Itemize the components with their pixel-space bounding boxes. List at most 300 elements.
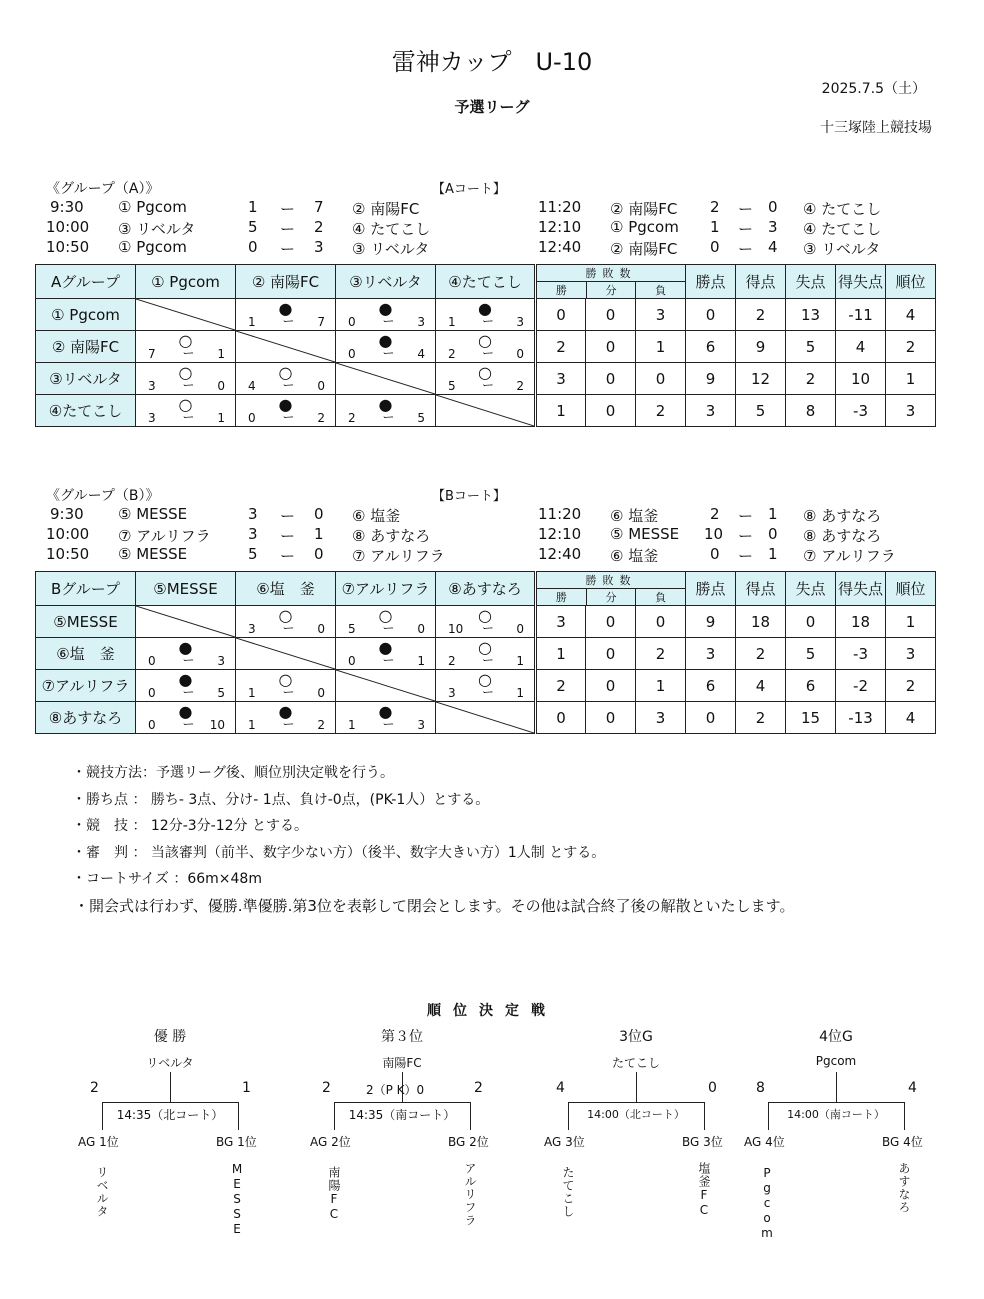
team-row [36, 299, 936, 331]
wdl-subheader [537, 588, 685, 605]
court-label: 【Aコート】 [432, 182, 506, 197]
bracket-winner: たてこし [611, 1056, 660, 1070]
result-cell [236, 299, 336, 331]
loss-mark: ● [178, 670, 193, 689]
match-time: 11:20 [538, 198, 582, 216]
wins-cell: 1 [536, 638, 586, 670]
match-time: 10:50 [46, 545, 90, 563]
match-dash: ー [738, 527, 754, 545]
goals-against-cell: 6 [786, 670, 836, 702]
score-opp: 1 [516, 686, 524, 700]
match-away: ④ たてこし [352, 220, 431, 238]
bracket-right-score: 1 [242, 1080, 251, 1096]
bracket-right-team: 塩釜FC [697, 1162, 711, 1218]
team-row [36, 395, 936, 427]
score-own: 0 [148, 718, 156, 732]
loss-mark: ● [178, 702, 193, 721]
rank-header: 順位 [886, 265, 936, 299]
score-opp: 1 [217, 347, 225, 361]
match-home-score: 0 [710, 545, 720, 563]
goal-diff-cell: -3 [836, 638, 886, 670]
score-dash: ー [382, 717, 395, 731]
gd-header: 得失点 [836, 572, 886, 606]
points-cell: 3 [686, 638, 736, 670]
win-mark: ○ [178, 395, 193, 414]
wins-cell: 1 [536, 395, 586, 427]
score-opp: 4 [417, 347, 425, 361]
loss-mark: ● [278, 395, 293, 414]
goals-against-cell: 0 [786, 606, 836, 638]
group-header-cell: Bグループ [36, 572, 136, 606]
match-dash: ー [280, 240, 296, 258]
gf-header: 得点 [736, 572, 786, 606]
losses-cell: 0 [636, 606, 686, 638]
rank-cell: 4 [886, 702, 936, 734]
score-dash: ー [182, 346, 195, 360]
bracket-left-score: 2 [322, 1080, 331, 1096]
score-own: 1 [248, 718, 256, 732]
bracket-winner: リベルタ [146, 1056, 194, 1070]
note-line: ・審 判 ： 当該審判（前半、数字少ない方）（後半、数字大きい方）1人制 とする。 [72, 844, 606, 861]
match-dash: ー [280, 220, 296, 238]
result-cell [136, 670, 236, 702]
wdl-title: 勝敗数 [585, 574, 637, 587]
result-cell [436, 299, 536, 331]
score-own: 3 [148, 411, 156, 425]
score-own: 5 [448, 379, 456, 393]
score-dash: ー [282, 685, 295, 699]
diagonal-stroke [336, 363, 435, 394]
score-opp: 0 [516, 347, 524, 361]
bracket-bar [768, 1102, 904, 1103]
win-mark: ○ [178, 331, 193, 350]
match-away-score: 2 [314, 218, 324, 236]
section-subtitle: 予選リーグ [454, 98, 530, 116]
result-box [236, 363, 335, 394]
event-date: 2025.7.5（土） [821, 81, 926, 97]
match-time: 12:10 [538, 525, 582, 543]
win-mark: ○ [178, 363, 193, 382]
match-away-score: 0 [768, 198, 778, 216]
match-away: ⑧ あすなろ [352, 527, 431, 545]
result-cell [136, 331, 236, 363]
score-dash: ー [482, 346, 495, 360]
goals-for-cell: 12 [736, 363, 786, 395]
rank-cell: 2 [886, 670, 936, 702]
wdl-title: 勝敗数 [585, 267, 637, 280]
diagonal-line [436, 395, 534, 426]
standings-table [35, 264, 936, 427]
draws-cell: 0 [586, 395, 636, 427]
result-box [436, 331, 534, 362]
bracket-left-leg [102, 1102, 103, 1130]
draws-cell: 0 [586, 670, 636, 702]
result-box [436, 702, 534, 733]
loss-mark: ● [178, 638, 193, 657]
match-away-score: 7 [314, 198, 324, 216]
score-own: 2 [348, 411, 356, 425]
diagonal-line [336, 363, 435, 394]
score-opp: 2 [516, 379, 524, 393]
team-row [36, 331, 936, 363]
score-own: 0 [348, 654, 356, 668]
score-own: 0 [148, 686, 156, 700]
points-cell: 6 [686, 331, 736, 363]
score-dash: ー [182, 685, 195, 699]
bracket-winner: Pgcom [815, 1054, 857, 1068]
bracket-left-team: 南陽FC [327, 1166, 341, 1222]
points-cell: 6 [686, 670, 736, 702]
diagonal-stroke [436, 395, 534, 426]
wins-cell: 0 [536, 702, 586, 734]
score-opp: 2 [317, 411, 325, 425]
page-title: 雷神カップ U-10 [391, 48, 593, 76]
ga-header: 失点 [786, 265, 836, 299]
team-row [36, 702, 936, 734]
score-own: 5 [348, 622, 356, 636]
match-dash: ー [738, 507, 754, 525]
match-away-score: 0 [314, 505, 324, 523]
match-dash: ー [738, 547, 754, 565]
bracket-heading: 第３位 [381, 1029, 423, 1045]
score-opp: 0 [516, 622, 524, 636]
rank-cell: 1 [886, 363, 936, 395]
match-away: ⑥ 塩釜 [352, 507, 401, 525]
bracket-left-score: 8 [756, 1080, 765, 1096]
score-own: 1 [248, 686, 256, 700]
bracket-right-slot: BG 2位 [448, 1135, 489, 1149]
goal-diff-cell: -2 [836, 670, 886, 702]
group-header-cell: Aグループ [36, 265, 136, 299]
team-column-header: ⑦アルリフラ [336, 572, 436, 606]
win-mark: ○ [278, 670, 293, 689]
match-away: ② 南陽FC [352, 200, 420, 218]
score-dash: ー [182, 378, 195, 392]
goal-diff-cell: 18 [836, 606, 886, 638]
diagonal-stroke [236, 638, 335, 669]
bracket-left-team: リベルタ [95, 1166, 109, 1218]
wins-cell: 3 [536, 363, 586, 395]
result-box [136, 363, 235, 394]
diagonal-line [236, 331, 335, 362]
result-box [136, 331, 235, 362]
match-time: 10:00 [46, 218, 90, 236]
team-column-header: ③リベルタ [336, 265, 436, 299]
match-home: ⑤ MESSE [118, 545, 188, 563]
score-opp: 3 [516, 315, 524, 329]
match-dash: ー [738, 200, 754, 218]
match-home: ⑦ アルリフラ [118, 527, 211, 545]
goals-for-cell: 2 [736, 638, 786, 670]
result-box [436, 670, 534, 701]
match-time: 10:50 [46, 238, 90, 256]
goal-diff-cell: 4 [836, 331, 886, 363]
goal-diff-cell: -11 [836, 299, 886, 331]
result-cell [436, 606, 536, 638]
score-opp: 0 [317, 622, 325, 636]
match-away-score: 3 [314, 238, 324, 256]
match-away: ⑦ アルリフラ [352, 547, 445, 565]
note-line: ・開会式は行わず、優勝.準優勝.第3位を表彰して閉会とします。その他は試合終了後の解散といたします。 [74, 896, 795, 915]
ga-header: 失点 [786, 572, 836, 606]
match-home-score: 0 [248, 238, 258, 256]
loss-mark: ● [378, 395, 393, 414]
score-opp: 2 [317, 718, 325, 732]
result-box [436, 395, 534, 426]
bracket-heading: 4位G [819, 1029, 853, 1045]
result-cell [236, 638, 336, 670]
result-cell [136, 638, 236, 670]
bracket-bar [102, 1102, 238, 1103]
goals-for-cell: 5 [736, 395, 786, 427]
result-cell [136, 606, 236, 638]
score-own: 3 [148, 379, 156, 393]
score-opp: 3 [217, 654, 225, 668]
match-home-score: 3 [248, 525, 258, 543]
bracket-right-slot: BG 1位 [216, 1135, 257, 1149]
result-cell [236, 363, 336, 395]
goals-against-cell: 13 [786, 299, 836, 331]
diagonal-line [236, 638, 335, 669]
match-away-score: 3 [768, 218, 778, 236]
draws-cell: 0 [586, 606, 636, 638]
goals-for-cell: 18 [736, 606, 786, 638]
match-dash: ー [280, 527, 296, 545]
score-dash: ー [482, 653, 495, 667]
win-header: 勝 [537, 281, 586, 298]
team-name-cell: ⑤MESSE [36, 606, 136, 638]
team-column-header: ⑥塩 釜 [236, 572, 336, 606]
match-home-score: 2 [710, 198, 720, 216]
diagonal-line [436, 702, 534, 733]
loss-header: 負 [635, 588, 685, 605]
points-header: 勝点 [686, 265, 736, 299]
match-away: ③ リベルタ [803, 240, 881, 258]
points-header: 勝点 [686, 572, 736, 606]
wdl-header [536, 572, 686, 606]
result-cell [436, 395, 536, 427]
loss-mark: ● [378, 702, 393, 721]
result-box [236, 670, 335, 701]
points-cell: 9 [686, 606, 736, 638]
table-header-row [36, 572, 936, 606]
bracket-left-score: 2 [90, 1080, 99, 1096]
diagonal-stroke [136, 606, 235, 637]
team-column-header: ④たてこし [436, 265, 536, 299]
match-time: 12:40 [538, 545, 582, 563]
bracket-right-leg [470, 1102, 471, 1130]
team-name-cell: ② 南陽FC [36, 331, 136, 363]
bracket-pk-score: 2（P K）0 [366, 1083, 425, 1097]
match-dash: ー [738, 220, 754, 238]
match-away-score: 1 [314, 525, 324, 543]
goal-diff-cell: 10 [836, 363, 886, 395]
bracket-right-score: 0 [708, 1080, 717, 1096]
match-home: ② 南陽FC [610, 240, 678, 258]
result-box [236, 395, 335, 426]
match-dash: ー [280, 547, 296, 565]
win-mark: ○ [478, 331, 492, 350]
wins-cell: 3 [536, 606, 586, 638]
match-home-score: 5 [248, 545, 258, 563]
result-cell [336, 638, 436, 670]
match-dash: ー [280, 200, 296, 218]
rank-cell: 3 [886, 638, 936, 670]
draws-cell: 0 [586, 331, 636, 363]
bracket-time: 14:35（南コート） [348, 1108, 456, 1122]
match-home-score: 1 [248, 198, 258, 216]
bracket-stem [836, 1072, 837, 1102]
score-opp: 10 [209, 718, 225, 732]
bracket-right-score: 4 [908, 1080, 917, 1096]
team-column-header: ① Pgcom [136, 265, 236, 299]
match-time: 12:10 [538, 218, 582, 236]
result-cell [336, 331, 436, 363]
bracket-left-leg [334, 1102, 335, 1130]
result-box [236, 331, 335, 362]
score-own: 2 [448, 654, 456, 668]
goals-for-cell: 9 [736, 331, 786, 363]
bracket-left-team: Pgcom [760, 1166, 774, 1241]
match-home: ⑥ 塩釜 [610, 547, 659, 565]
team-column-header: ⑤MESSE [136, 572, 236, 606]
loss-mark: ● [378, 638, 393, 657]
score-dash: ー [382, 410, 395, 424]
match-away-score: 0 [314, 545, 324, 563]
bracket-time: 14:35（北コート） [116, 1108, 224, 1122]
losses-cell: 2 [636, 638, 686, 670]
rank-cell: 4 [886, 299, 936, 331]
team-name-cell: ⑦アルリフラ [36, 670, 136, 702]
win-mark: ○ [278, 606, 293, 625]
result-cell [336, 395, 436, 427]
score-opp: 1 [417, 654, 425, 668]
result-cell [236, 606, 336, 638]
match-away-score: 4 [768, 238, 778, 256]
match-time: 9:30 [50, 198, 84, 216]
losses-cell: 1 [636, 331, 686, 363]
bracket-stem [636, 1072, 637, 1102]
score-own: 0 [348, 347, 356, 361]
diagonal-line [336, 670, 435, 701]
win-header: 勝 [537, 588, 586, 605]
bracket-right-slot: BG 3位 [682, 1135, 723, 1149]
team-row [36, 363, 936, 395]
bracket-right-team: アルリフラ [463, 1162, 477, 1227]
match-home: ① Pgcom [118, 238, 187, 256]
bracket-heading: 3位G [619, 1029, 653, 1045]
result-box [136, 670, 235, 701]
losses-cell: 3 [636, 299, 686, 331]
bracket-time: 14:00（南コート） [787, 1108, 885, 1121]
score-opp: 1 [516, 654, 524, 668]
score-opp: 3 [417, 315, 425, 329]
match-home-score: 10 [704, 525, 724, 543]
score-dash: ー [182, 717, 195, 731]
match-home-score: 1 [710, 218, 720, 236]
goals-against-cell: 8 [786, 395, 836, 427]
match-home-score: 3 [248, 505, 258, 523]
win-mark: ○ [478, 606, 492, 625]
result-box [236, 606, 335, 637]
score-own: 0 [248, 411, 256, 425]
match-home: ② 南陽FC [610, 200, 678, 218]
losses-cell: 3 [636, 702, 686, 734]
result-box [336, 638, 435, 669]
team-row [36, 606, 936, 638]
team-column-header: ② 南陽FC [236, 265, 336, 299]
score-opp: 0 [417, 622, 425, 636]
match-away-score: 0 [768, 525, 778, 543]
note-line: ・勝ち点 ： 勝ち- 3点、分け- 1点、負け-0点，(PK-1人）とする。 [72, 791, 490, 808]
goals-against-cell: 15 [786, 702, 836, 734]
draws-cell: 0 [586, 299, 636, 331]
team-name-cell: ④たてこし [36, 395, 136, 427]
result-cell [436, 702, 536, 734]
team-name-cell: ③リベルタ [36, 363, 136, 395]
score-opp: 5 [417, 411, 425, 425]
note-line: ・競 技 ： 12分-3分-12分 とする。 [72, 818, 308, 834]
points-cell: 9 [686, 363, 736, 395]
result-cell [236, 670, 336, 702]
match-away: ④ たてこし [803, 200, 882, 218]
rank-cell: 2 [886, 331, 936, 363]
score-own: 2 [448, 347, 456, 361]
bracket-winner: 南陽FC [382, 1056, 422, 1070]
match-away-score: 1 [768, 505, 778, 523]
result-box [136, 606, 235, 637]
score-own: 1 [248, 315, 256, 329]
table-header-row [36, 265, 936, 299]
loss-mark: ● [378, 299, 393, 318]
draws-cell: 0 [586, 638, 636, 670]
score-dash: ー [182, 653, 195, 667]
match-time: 10:00 [46, 525, 90, 543]
score-dash: ー [282, 410, 295, 424]
rank-header: 順位 [886, 572, 936, 606]
match-dash: ー [280, 507, 296, 525]
team-row [36, 638, 936, 670]
bracket-time: 14:00（北コート） [587, 1108, 685, 1121]
draw-header: 分 [586, 588, 636, 605]
loss-header: 負 [635, 281, 685, 298]
match-away: ⑧ あすなろ [803, 527, 882, 545]
result-cell [336, 363, 436, 395]
match-away: ⑦ アルリフラ [803, 547, 896, 565]
score-dash: ー [282, 717, 295, 731]
result-box [436, 638, 534, 669]
match-home-score: 5 [248, 218, 258, 236]
bracket-left-score: 4 [556, 1080, 565, 1096]
result-cell [436, 363, 536, 395]
goals-against-cell: 5 [786, 638, 836, 670]
score-opp: 1 [217, 411, 225, 425]
match-away: ④ たてこし [803, 220, 882, 238]
bracket-right-team: あすなろ [897, 1162, 911, 1214]
match-away-score: 1 [768, 545, 778, 563]
diagonal-stroke [236, 331, 335, 362]
result-box [336, 670, 435, 701]
score-own: 4 [248, 379, 256, 393]
bracket-bar [568, 1102, 704, 1103]
goal-diff-cell: -3 [836, 395, 886, 427]
loss-mark: ● [278, 299, 293, 318]
wins-cell: 2 [536, 670, 586, 702]
points-cell: 3 [686, 395, 736, 427]
result-cell [336, 299, 436, 331]
goals-against-cell: 2 [786, 363, 836, 395]
wdl-subheader [537, 281, 685, 298]
